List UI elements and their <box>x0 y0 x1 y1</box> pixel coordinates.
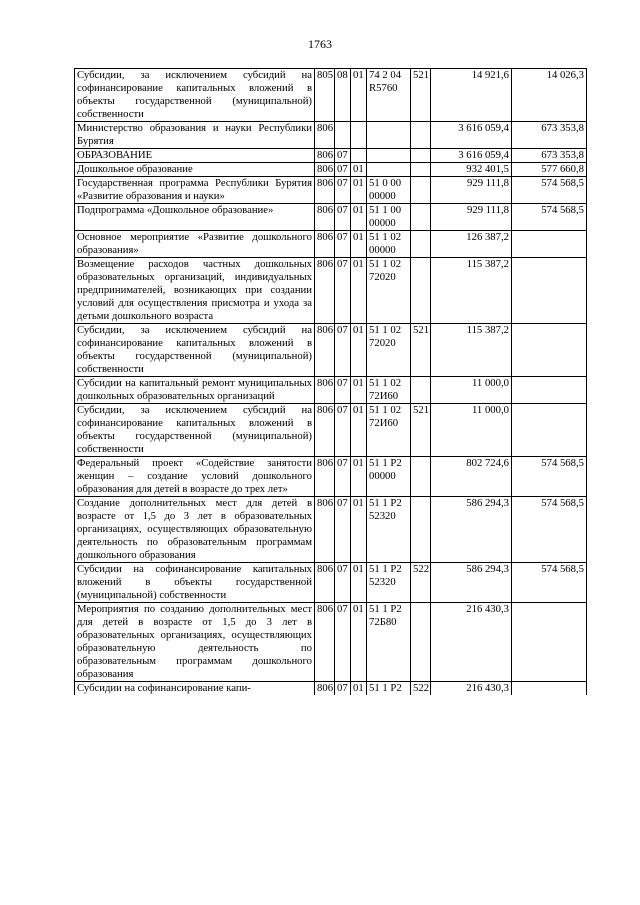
row-sum-2023-cell: 932 401,5 <box>431 163 512 177</box>
row-grbs-cell: 806 <box>315 603 335 682</box>
row-sum-2023-cell: 11 000,0 <box>431 404 512 457</box>
row-pr-cell: 01 <box>351 497 367 563</box>
row-pr-cell: 01 <box>351 603 367 682</box>
row-rz-cell: 07 <box>335 204 351 231</box>
row-sum-2023-cell: 3 616 059,4 <box>431 122 512 149</box>
row-pr-cell: 01 <box>351 324 367 377</box>
row-csr-cell: 51 1 P2 <box>367 682 411 696</box>
row-csr-cell: 51 0 00 00000 <box>367 177 411 204</box>
row-sum-federal-cell: 14 026,3 <box>512 69 587 122</box>
row-rz-cell: 07 <box>335 163 351 177</box>
row-csr-cell: 51 1 02 72И60 <box>367 404 411 457</box>
row-name-cell: Возмещение расходов частных дошкольных образовательных организаций, индивидуальных предпринимателей, возникающих при создании условий для осуществления присмотра и ухода за детьми дошкольного возраста <box>75 258 315 324</box>
row-csr-cell <box>367 163 411 177</box>
row-name-cell: Подпрограмма «Дошкольное образование» <box>75 204 315 231</box>
row-name-cell: Государственная программа Республики Бурятия «Развитие образования и науки» <box>75 177 315 204</box>
row-name-cell: Субсидии на софинансирование капитальных вложений в объекты государственной (муниципальной) собственности <box>75 563 315 603</box>
row-name-cell: Субсидии, за исключением субсидий на софинансирование капитальных вложений в объекты государственной (муниципальной) собственности <box>75 404 315 457</box>
row-grbs-cell: 806 <box>315 231 335 258</box>
row-grbs-cell: 806 <box>315 377 335 404</box>
row-sum-2023-cell: 126 387,2 <box>431 231 512 258</box>
row-name-cell: Дошкольное образование <box>75 163 315 177</box>
row-name-cell: Субсидии, за исключением субсидий на софинансирование капитальных вложений в объекты государственной (муниципальной) собственности <box>75 69 315 122</box>
row-pr-cell <box>351 122 367 149</box>
row-pr-cell: 01 <box>351 563 367 603</box>
row-name-cell: ОБРАЗОВАНИЕ <box>75 149 315 163</box>
budget-table <box>74 68 587 695</box>
row-rz-cell: 07 <box>335 404 351 457</box>
row-sum-federal-cell: 574 568,5 <box>512 177 587 204</box>
page-number: 1763 <box>308 37 332 51</box>
row-rz-cell: 07 <box>335 497 351 563</box>
row-vr-cell <box>411 603 431 682</box>
row-sum-federal-cell: 574 568,5 <box>512 457 587 497</box>
row-vr-cell <box>411 177 431 204</box>
row-name-cell: Министерство образования и науки Республики Бурятия <box>75 122 315 149</box>
table-row <box>75 258 587 324</box>
row-vr-cell <box>411 497 431 563</box>
row-sum-federal-cell <box>512 377 587 404</box>
row-rz-cell: 07 <box>335 377 351 404</box>
row-pr-cell: 01 <box>351 69 367 122</box>
row-csr-cell: 51 1 02 00000 <box>367 231 411 258</box>
row-sum-federal-cell <box>512 231 587 258</box>
row-sum-federal-cell: 574 568,5 <box>512 563 587 603</box>
row-name-cell: Субсидии на софинансирование капи- <box>75 682 315 696</box>
row-sum-2023-cell: 216 430,3 <box>431 682 512 696</box>
row-grbs-cell: 806 <box>315 177 335 204</box>
row-sum-federal-cell: 577 660,8 <box>512 163 587 177</box>
row-grbs-cell: 806 <box>315 258 335 324</box>
row-sum-federal-cell <box>512 404 587 457</box>
row-vr-cell <box>411 258 431 324</box>
row-grbs-cell: 806 <box>315 324 335 377</box>
row-csr-cell: 51 1 02 72020 <box>367 324 411 377</box>
table-row <box>75 204 587 231</box>
row-pr-cell <box>351 149 367 163</box>
row-sum-2023-cell: 929 111,8 <box>431 204 512 231</box>
row-rz-cell: 07 <box>335 149 351 163</box>
row-csr-cell: 51 1 00 00000 <box>367 204 411 231</box>
table-row <box>75 377 587 404</box>
row-sum-2023-cell: 115 387,2 <box>431 324 512 377</box>
row-pr-cell: 01 <box>351 231 367 258</box>
row-rz-cell: 07 <box>335 324 351 377</box>
row-vr-cell <box>411 204 431 231</box>
row-sum-federal-cell: 574 568,5 <box>512 497 587 563</box>
row-pr-cell: 01 <box>351 163 367 177</box>
row-csr-cell: 74 2 04 R5760 <box>367 69 411 122</box>
row-rz-cell: 07 <box>335 177 351 204</box>
row-csr-cell <box>367 149 411 163</box>
row-pr-cell: 01 <box>351 682 367 696</box>
row-vr-cell <box>411 149 431 163</box>
row-csr-cell: 51 1 P2 52320 <box>367 563 411 603</box>
row-sum-federal-cell <box>512 258 587 324</box>
row-sum-2023-cell: 586 294,3 <box>431 563 512 603</box>
row-sum-2023-cell: 929 111,8 <box>431 177 512 204</box>
table-row <box>75 563 587 603</box>
row-csr-cell: 51 1 02 72И60 <box>367 377 411 404</box>
row-vr-cell <box>411 457 431 497</box>
table-row <box>75 457 587 497</box>
table-row <box>75 324 587 377</box>
row-grbs-cell: 805 <box>315 69 335 122</box>
row-pr-cell: 01 <box>351 377 367 404</box>
row-rz-cell: 07 <box>335 258 351 324</box>
table-row <box>75 149 587 163</box>
row-name-cell: Мероприятия по созданию дополнительных мест для детей в возрасте от 1,5 до 3 лет в образовательных организациях, осуществляющих образовательную деятельность по образовательным программам дошкольного образования <box>75 603 315 682</box>
row-vr-cell <box>411 122 431 149</box>
row-csr-cell <box>367 122 411 149</box>
row-name-cell: Субсидии, за исключением субсидий на софинансирование капитальных вложений в объекты государственной (муниципальной) собственности <box>75 324 315 377</box>
row-sum-federal-cell: 574 568,5 <box>512 204 587 231</box>
row-rz-cell: 07 <box>335 603 351 682</box>
row-vr-cell <box>411 377 431 404</box>
row-rz-cell: 07 <box>335 563 351 603</box>
row-csr-cell: 51 1 P2 72Б80 <box>367 603 411 682</box>
row-name-cell: Федеральный проект «Содействие занятости женщин – создание условий дошкольного образования для детей в возрасте до трех лет» <box>75 457 315 497</box>
row-sum-2023-cell: 115 387,2 <box>431 258 512 324</box>
row-grbs-cell: 806 <box>315 682 335 696</box>
row-pr-cell: 01 <box>351 404 367 457</box>
table-row <box>75 682 587 696</box>
row-vr-cell: 522 <box>411 563 431 603</box>
row-name-cell: Субсидии на капитальный ремонт муниципальных дошкольных образовательных организаций <box>75 377 315 404</box>
row-grbs-cell: 806 <box>315 497 335 563</box>
row-csr-cell: 51 1 P2 00000 <box>367 457 411 497</box>
row-csr-cell: 51 1 02 72020 <box>367 258 411 324</box>
row-sum-federal-cell: 673 353,8 <box>512 149 587 163</box>
table-row <box>75 177 587 204</box>
row-sum-2023-cell: 216 430,3 <box>431 603 512 682</box>
row-grbs-cell: 806 <box>315 163 335 177</box>
table-row <box>75 603 587 682</box>
row-grbs-cell: 806 <box>315 404 335 457</box>
row-rz-cell <box>335 122 351 149</box>
row-grbs-cell: 806 <box>315 204 335 231</box>
row-sum-2023-cell: 11 000,0 <box>431 377 512 404</box>
row-vr-cell: 521 <box>411 69 431 122</box>
row-rz-cell: 07 <box>335 682 351 696</box>
row-sum-federal-cell <box>512 682 587 696</box>
table-row <box>75 231 587 258</box>
row-vr-cell <box>411 231 431 258</box>
row-grbs-cell: 806 <box>315 457 335 497</box>
row-pr-cell: 01 <box>351 204 367 231</box>
table-row <box>75 69 587 122</box>
row-sum-federal-cell: 673 353,8 <box>512 122 587 149</box>
row-sum-2023-cell: 802 724,6 <box>431 457 512 497</box>
row-sum-federal-cell <box>512 603 587 682</box>
row-grbs-cell: 806 <box>315 122 335 149</box>
row-vr-cell: 521 <box>411 324 431 377</box>
table-row <box>75 404 587 457</box>
table-row <box>75 497 587 563</box>
row-pr-cell: 01 <box>351 457 367 497</box>
row-vr-cell: 521 <box>411 404 431 457</box>
row-rz-cell: 07 <box>335 231 351 258</box>
table-body <box>75 69 587 696</box>
row-name-cell: Создание дополнительных мест для детей в возрасте от 1,5 до 3 лет в образовательных организациях, осуществляющих образовательную деятельность по образовательным программам дошкольного образования <box>75 497 315 563</box>
row-rz-cell: 07 <box>335 457 351 497</box>
row-sum-2023-cell: 14 921,6 <box>431 69 512 122</box>
row-name-cell: Основное мероприятие «Развитие дошкольного образования» <box>75 231 315 258</box>
row-sum-2023-cell: 3 616 059,4 <box>431 149 512 163</box>
row-vr-cell: 522 <box>411 682 431 696</box>
row-csr-cell: 51 1 P2 52320 <box>367 497 411 563</box>
row-sum-federal-cell <box>512 324 587 377</box>
row-vr-cell <box>411 163 431 177</box>
row-pr-cell: 01 <box>351 177 367 204</box>
table-row <box>75 163 587 177</box>
row-grbs-cell: 806 <box>315 149 335 163</box>
row-pr-cell: 01 <box>351 258 367 324</box>
row-grbs-cell: 806 <box>315 563 335 603</box>
row-sum-2023-cell: 586 294,3 <box>431 497 512 563</box>
table-row <box>75 122 587 149</box>
row-rz-cell: 08 <box>335 69 351 122</box>
